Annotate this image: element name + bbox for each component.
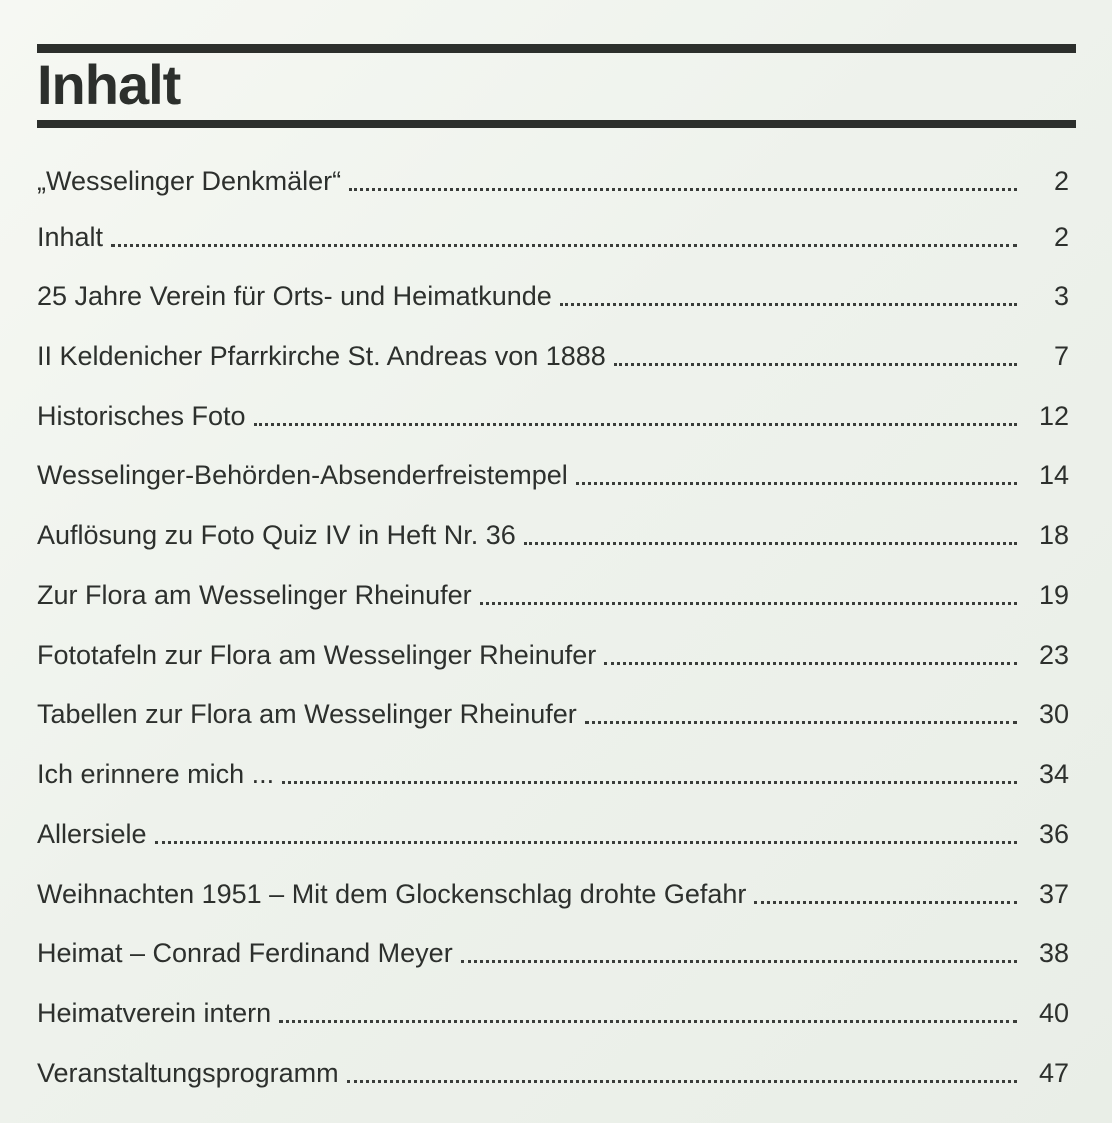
toc-entry-page: 23 [1038, 640, 1069, 670]
toc-entry-title: Ich erinnere mich ... [37, 759, 275, 789]
toc-dot-leader [604, 662, 1017, 665]
toc-dot-leader [480, 602, 1017, 605]
toc-dot-leader [279, 1020, 1017, 1023]
toc-dot-leader [282, 781, 1017, 784]
toc-entry-page: 47 [1038, 1058, 1069, 1088]
toc-entry-page: 38 [1038, 938, 1069, 968]
toc-entry-title: Inhalt [37, 222, 104, 252]
toc-entry-title: „Wesselinger Denkmäler“ [37, 166, 342, 196]
toc-entry-page: 18 [1038, 520, 1069, 550]
toc-dot-leader [461, 960, 1017, 963]
toc-dot-leader [254, 423, 1017, 426]
toc-entry [37, 572, 1069, 612]
toc-entry [37, 158, 1069, 198]
toc-entry-page: 19 [1038, 580, 1069, 610]
toc-entry [37, 990, 1069, 1030]
toc-entry [37, 452, 1069, 492]
toc-entry-page: 3 [1053, 281, 1069, 311]
toc-entry [37, 811, 1069, 851]
toc-dot-leader [754, 901, 1017, 904]
page-title: Inhalt [37, 53, 181, 116]
toc-entry-title: Historisches Foto [37, 401, 246, 431]
toc-entry [37, 1050, 1069, 1090]
toc-dot-leader [524, 542, 1017, 545]
toc-dot-leader [111, 244, 1017, 247]
toc-entry-title: Fototafeln zur Flora am Wesselinger Rheinufer [37, 640, 597, 670]
toc-entry-title: II Keldenicher Pfarrkirche St. Andreas von 1888 [37, 341, 606, 371]
toc-entry-page: 34 [1038, 759, 1069, 789]
toc-dot-leader [349, 188, 1017, 191]
toc-entry-page: 7 [1053, 341, 1069, 371]
toc-entry [37, 930, 1069, 970]
toc-entry [37, 273, 1069, 313]
toc-entry-title: Veranstaltungsprogramm [37, 1058, 339, 1088]
toc-entry-title: Tabellen zur Flora am Wesselinger Rheinufer [37, 699, 577, 729]
toc-entry-title: Heimat – Conrad Ferdinand Meyer [37, 938, 453, 968]
toc-entry-page: 40 [1038, 998, 1069, 1028]
toc-entry-title: Auflösung zu Foto Quiz IV in Heft Nr. 36 [37, 520, 516, 550]
toc-entry-page: 2 [1053, 166, 1069, 196]
toc-dot-leader [347, 1080, 1017, 1083]
toc-entry-page: 12 [1038, 401, 1069, 431]
toc-entry [37, 632, 1069, 672]
toc-entry-title: Wesselinger-Behörden-Absenderfreistempel [37, 460, 568, 490]
toc-entry-page: 37 [1038, 879, 1069, 909]
toc-entry-page: 14 [1038, 460, 1069, 490]
toc-entry-title: Allersiele [37, 819, 147, 849]
toc-dot-leader [614, 363, 1017, 366]
top-rule [37, 44, 1076, 53]
heading-rule [37, 120, 1076, 128]
toc-dot-leader [585, 721, 1017, 724]
toc-entry [37, 751, 1069, 791]
toc-entry [37, 333, 1069, 373]
toc-dot-leader [155, 841, 1017, 844]
toc-entry-title: Weihnachten 1951 – Mit dem Glockenschlag drohte Gefahr [37, 879, 747, 909]
toc-entry [37, 214, 1069, 254]
toc-entry-page: 36 [1038, 819, 1069, 849]
toc-entry [37, 691, 1069, 731]
toc-entry-title: 25 Jahre Verein für Orts- und Heimatkunde [37, 281, 552, 311]
toc-entry [37, 393, 1069, 433]
toc-entry [37, 871, 1069, 911]
toc-entry-title: Heimatverein intern [37, 998, 272, 1028]
toc-dot-leader [576, 482, 1017, 485]
toc-entry-page: 30 [1038, 699, 1069, 729]
toc-dot-leader [560, 303, 1017, 306]
toc-entry-title: Zur Flora am Wesselinger Rheinufer [37, 580, 472, 610]
toc-entry-page: 2 [1053, 222, 1069, 252]
toc-entry [37, 512, 1069, 552]
